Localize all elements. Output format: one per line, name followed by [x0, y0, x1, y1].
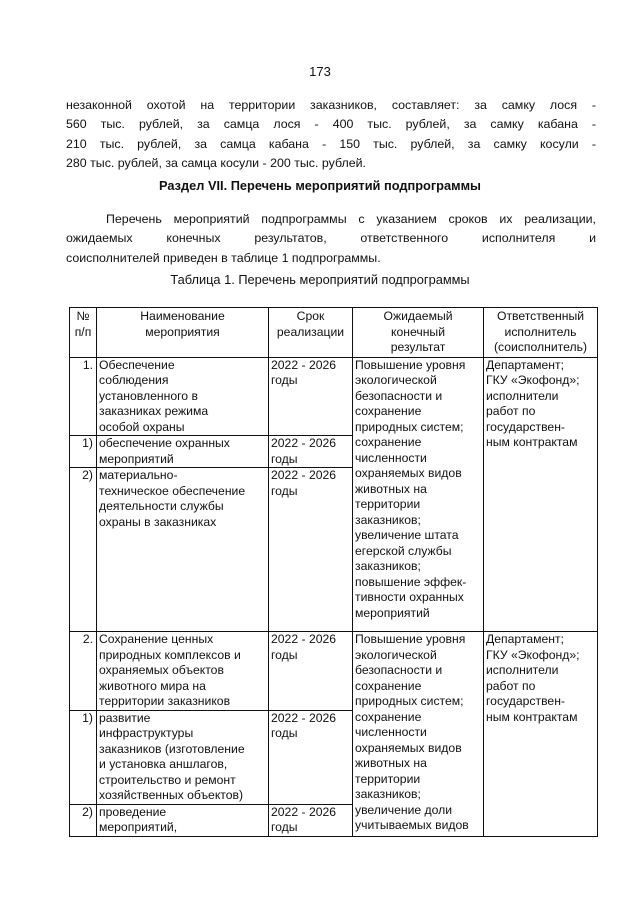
cell-line: исполнители: [486, 388, 559, 403]
cell-line: заказниках режима: [99, 404, 209, 418]
intro-line: 280 тыс. рублей, за самца косули - 200 тыс. рублей.: [66, 156, 367, 171]
description-line: Перечень мероприятий подпрограммы с указанием сроков их реализации,: [106, 212, 596, 226]
cell-line: 2022 - 2026: [271, 804, 337, 819]
row-name: [97, 710, 269, 804]
row-period: [269, 468, 353, 632]
cell-line: охраняемых объектов: [99, 663, 224, 677]
description-line: соисполнителей приведен в таблице 1 подпрограммы.: [66, 250, 381, 265]
cell-line: соблюдения: [99, 373, 169, 387]
header-line: (соисполнитель): [493, 340, 588, 354]
row-name: [97, 436, 269, 468]
cell-line: охраняемых видов: [355, 466, 462, 480]
intro-line: незаконной охотой на территории заказников, составляет: за самку лося -: [66, 98, 596, 112]
cell-line: заказников;: [355, 787, 421, 801]
header-line: мероприятия: [145, 324, 220, 339]
cell-line: территории заказников: [99, 694, 231, 708]
cell-line: мероприятий: [355, 605, 430, 620]
row-period: [269, 357, 353, 436]
cell-line: сохранение: [355, 404, 422, 418]
cell-line: деятельности службы: [99, 499, 224, 513]
row-period: [269, 632, 353, 711]
description-paragraph: [66, 210, 596, 268]
cell-line: годы: [271, 451, 298, 466]
cell-line: 2022 - 2026: [271, 710, 337, 725]
header-line: Ответственный: [496, 309, 585, 323]
header-period: [269, 308, 353, 358]
table-row: [70, 357, 598, 436]
cell-line: ным контрактам: [486, 435, 578, 449]
cell-line: государствен-: [486, 419, 565, 434]
cell-line: Повышение уровня: [355, 632, 466, 646]
cell-line: 2022 - 2026: [271, 436, 337, 450]
row-name: [97, 804, 269, 836]
cell-line: увеличение доли: [355, 802, 453, 817]
cell-line: Сохранение ценных: [99, 632, 214, 646]
row-num: 2.: [70, 632, 97, 711]
cell-line: природных систем;: [355, 694, 464, 708]
header-line: Наименование: [140, 309, 225, 323]
cell-line: сохранение: [355, 435, 422, 449]
cell-line: строительство и ремонт: [99, 772, 236, 787]
header-name: [97, 308, 269, 358]
cell-line: животных на: [355, 756, 427, 770]
cell-line: численности: [355, 725, 427, 739]
cell-line: территории: [355, 771, 421, 786]
cell-line: годы: [271, 483, 298, 498]
cell-line: заказников (изготовление: [99, 741, 245, 756]
cell-line: тивности охранных: [355, 590, 464, 604]
cell-line: государствен-: [486, 694, 565, 708]
cell-line: установленного в: [99, 388, 198, 403]
table-caption: Таблица 1. Перечень мероприятий подпрограммы: [170, 272, 470, 287]
header-line: конечный: [391, 324, 445, 339]
cell-line: заказников;: [355, 559, 421, 573]
cell-line: обеспечение охранных: [99, 436, 230, 450]
row-num: 1): [70, 436, 97, 468]
cell-line: и установка аншлагов,: [99, 757, 228, 771]
cell-line: природных систем;: [355, 419, 464, 434]
cell-line: заказников;: [355, 512, 421, 527]
row-num: 1): [70, 710, 97, 804]
row-name: [97, 357, 269, 436]
cell-line: 2022 - 2026: [271, 357, 337, 372]
row-period: [269, 710, 353, 804]
cell-line: территории: [355, 497, 421, 511]
cell-line: Обеспечение: [99, 357, 175, 372]
description-line: ожидаемых конечных результатов, ответственного исполнителя и: [66, 231, 596, 246]
header-responsible: [484, 308, 598, 358]
cell-line: работ по: [486, 678, 536, 693]
group1-responsible: [484, 357, 598, 632]
cell-line: развитие: [99, 710, 151, 725]
intro-paragraph: [66, 96, 596, 174]
cell-line: учитываемых видов: [355, 818, 469, 832]
cell-line: животных на: [355, 481, 427, 496]
table-row: [70, 632, 598, 711]
cell-line: ным контрактам: [486, 709, 578, 724]
header-num: [70, 308, 97, 358]
cell-line: 2022 - 2026: [271, 632, 337, 646]
cell-line: сохранение: [355, 709, 422, 724]
header-line: результат: [390, 340, 446, 354]
page-number: 173: [309, 64, 331, 79]
row-period: [269, 804, 353, 836]
cell-line: хозяйственных объектов): [99, 788, 244, 802]
cell-line: годы: [271, 726, 298, 740]
group1-result: [353, 357, 484, 632]
header-line: Срок: [296, 309, 325, 323]
row-name: [97, 468, 269, 632]
cell-line: техническое обеспечение: [99, 483, 246, 498]
cell-line: экологической: [355, 373, 437, 387]
cell-line: проведение: [99, 804, 167, 819]
cell-line: годы: [271, 820, 298, 834]
cell-line: годы: [271, 647, 298, 662]
intro-line: 560 тыс. рублей, за самца лося - 400 тыс. рублей, за самку кабана -: [66, 117, 596, 132]
cell-line: егерской службы: [355, 543, 452, 558]
cell-line: мероприятий,: [99, 820, 178, 834]
cell-line: ГКУ «Экофонд»;: [486, 647, 580, 662]
cell-line: животного мира на: [99, 678, 206, 693]
cell-line: мероприятий: [99, 451, 174, 466]
header-line: исполнитель: [504, 324, 577, 339]
section-title: Раздел VII. Перечень мероприятий подпрограммы: [159, 178, 481, 193]
header-result: [353, 308, 484, 358]
cell-line: инфраструктуры: [99, 726, 194, 740]
cell-line: годы: [271, 373, 298, 387]
cell-line: повышение эффек-: [355, 574, 467, 589]
row-period: [269, 436, 353, 468]
intro-line: 210 тыс. рублей, за самца кабана - 150 тыс. рублей, за самку косули -: [66, 136, 596, 151]
row-num: 2): [70, 468, 97, 632]
cell-line: безопасности и: [355, 388, 443, 403]
row-num: 2): [70, 804, 97, 836]
cell-line: природных комплексов и: [99, 647, 241, 662]
header-line: п/п: [74, 324, 92, 339]
header-line: реализации: [276, 324, 345, 339]
cell-line: 2022 - 2026: [271, 468, 337, 482]
cell-line: Повышение уровня: [355, 357, 466, 372]
cell-line: безопасности и: [355, 663, 443, 677]
group2-responsible: [484, 632, 598, 837]
header-line: №: [76, 309, 90, 323]
row-name: [97, 632, 269, 711]
cell-line: охраняемых видов: [355, 740, 462, 755]
cell-line: Департамент;: [486, 632, 564, 646]
cell-line: увеличение штата: [355, 528, 459, 542]
group2-result: [353, 632, 484, 837]
cell-line: Департамент;: [486, 357, 564, 372]
row-num: 1.: [70, 357, 97, 436]
cell-line: материально-: [99, 468, 178, 482]
cell-line: исполнители: [486, 663, 559, 677]
cell-line: численности: [355, 450, 427, 465]
header-line: Ожидаемый: [383, 309, 453, 323]
table-header-row: [70, 308, 598, 358]
cell-line: особой охраны: [99, 419, 185, 434]
measures-table: [69, 307, 598, 837]
cell-line: экологической: [355, 647, 437, 662]
cell-line: работ по: [486, 404, 536, 418]
cell-line: ГКУ «Экофонд»;: [486, 373, 580, 387]
cell-line: охраны в заказниках: [99, 514, 217, 529]
cell-line: сохранение: [355, 678, 422, 693]
